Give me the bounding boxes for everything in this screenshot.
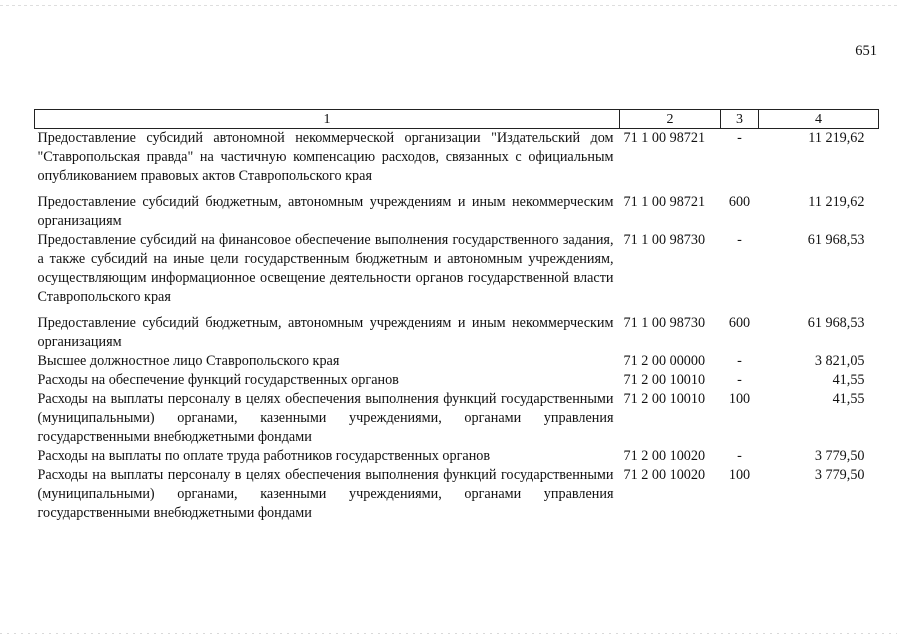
table-row xyxy=(35,129,879,194)
row-expense-type: - xyxy=(737,130,742,146)
page-number: 651 xyxy=(855,43,877,59)
row-code: 71 2 00 10010 xyxy=(623,391,706,407)
table-row xyxy=(35,193,879,231)
row-code: 71 2 00 00000 xyxy=(623,353,706,369)
table-row xyxy=(35,231,879,314)
header-col-1: 1 xyxy=(35,110,620,129)
row-amount: 3 779,50 xyxy=(814,448,865,464)
table-row xyxy=(35,371,879,390)
row-amount: 11 219,62 xyxy=(808,194,865,210)
row-amount: 11 219,62 xyxy=(808,130,865,146)
budget-table xyxy=(34,109,879,523)
row-expense-type: - xyxy=(737,232,742,248)
row-description: Предоставление субсидий автономной некоммерческой организации "Издательский дом "Ставропольская правда" на частичную компенсацию расходов, связанных с официальным опубликованием правовых актов Ставропольского края xyxy=(37,130,614,184)
row-description: Высшее должностное лицо Ставропольского края xyxy=(37,353,340,369)
row-code: 71 1 00 98721 xyxy=(623,130,706,146)
scan-artifact-top xyxy=(0,5,897,6)
row-description: Расходы на обеспечение функций государственных органов xyxy=(37,372,399,388)
row-amount: 61 968,53 xyxy=(807,315,865,331)
row-expense-type: 600 xyxy=(728,315,751,331)
table-row xyxy=(35,447,879,466)
row-expense-type: - xyxy=(737,448,742,464)
row-expense-type: 100 xyxy=(728,467,751,483)
table-row xyxy=(35,352,879,371)
header-col-3: 3 xyxy=(721,110,759,129)
row-description: Расходы на выплаты по оплате труда работников государственных органов xyxy=(37,448,491,464)
row-code: 71 1 00 98730 xyxy=(623,232,706,248)
scan-artifact-bottom xyxy=(0,633,897,634)
row-code: 71 2 00 10020 xyxy=(623,448,706,464)
row-amount: 41,55 xyxy=(832,391,865,407)
table-row xyxy=(35,390,879,447)
table-header xyxy=(35,110,879,129)
table-row xyxy=(35,314,879,352)
row-expense-type: - xyxy=(737,372,742,388)
row-expense-type: 100 xyxy=(728,391,751,407)
row-code: 71 2 00 10020 xyxy=(623,467,706,483)
table-row xyxy=(35,466,879,523)
table-body xyxy=(35,129,879,524)
row-expense-type: 600 xyxy=(728,194,751,210)
row-description: Предоставление субсидий на финансовое обеспечение выполнения государственного задания, а также субсидий на иные цели государственным бюджетным и автономным учреждениям, осуществляющим информационное освещение деятельности органов государственной власти Ставропольского края xyxy=(37,232,614,305)
row-amount: 41,55 xyxy=(832,372,865,388)
row-code: 71 1 00 98730 xyxy=(623,315,706,331)
row-amount: 3 821,05 xyxy=(814,353,865,369)
header-col-2: 2 xyxy=(620,110,721,129)
row-description: Предоставление субсидий бюджетным, автономным учреждениям и иным некоммерческим организациям xyxy=(37,194,614,229)
row-description: Расходы на выплаты персоналу в целях обеспечения выполнения функций государственными (муниципальными) органами, казенными учреждениями, органами управления государственными внебюджетными фондами xyxy=(37,467,614,521)
row-description: Расходы на выплаты персоналу в целях обеспечения выполнения функций государственными (муниципальными) органами, казенными учреждениями, органами управления государственными внебюджетными фондами xyxy=(37,391,614,445)
row-code: 71 2 00 10010 xyxy=(623,372,706,388)
row-description: Предоставление субсидий бюджетным, автономным учреждениям и иным некоммерческим организациям xyxy=(37,315,614,350)
header-col-4: 4 xyxy=(759,110,879,129)
row-code: 71 1 00 98721 xyxy=(623,194,706,210)
row-amount: 61 968,53 xyxy=(807,232,865,248)
row-amount: 3 779,50 xyxy=(814,467,865,483)
row-expense-type: - xyxy=(737,353,742,369)
